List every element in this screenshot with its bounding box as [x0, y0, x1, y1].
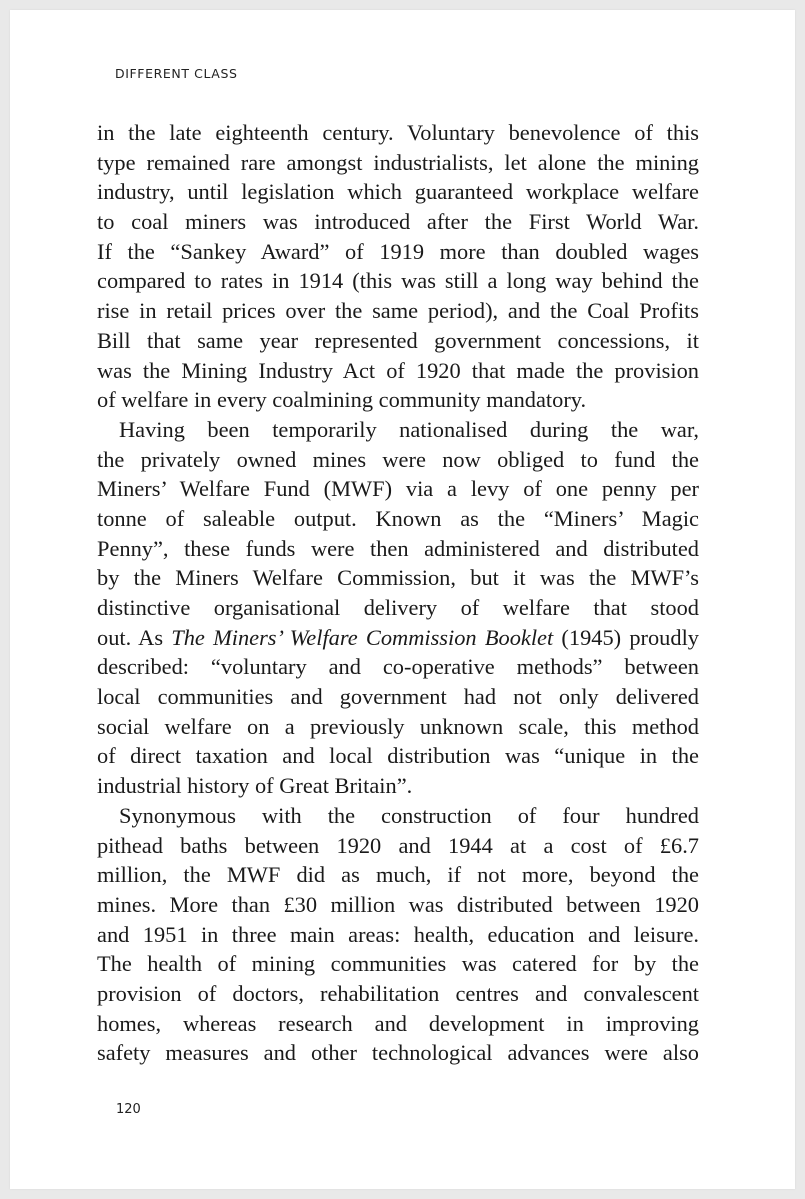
text-line: by the Miners Welfare Commission, but it was the MWF’s: [97, 565, 699, 591]
text-line: the privately owned mines were now obliged to fund the: [97, 446, 699, 472]
text-line: homes, whereas research and development in improving: [97, 1010, 699, 1036]
booklet-title: The Miners’ Welfare Commission Booklet: [171, 624, 554, 650]
text-line: rise in retail prices over the same period), and the Coal Profits: [97, 298, 699, 324]
text-line: pithead baths between 1920 and 1944 at a cost of £6.7: [97, 832, 699, 858]
text-line: to coal miners was introduced after the First World War.: [97, 209, 699, 235]
text-line: Penny”, these funds were then administered and distributed: [97, 535, 699, 561]
text-line: industrial history of Great Britain”.: [97, 773, 413, 799]
text-line-with-title: [97, 623, 699, 653]
page-number: 120: [116, 1102, 141, 1117]
text-line: Bill that same year represented government concessions, it: [97, 327, 699, 353]
text-line: compared to rates in 1914 (this was still a long way behind the: [97, 268, 699, 294]
text-line: in the late eighteenth century. Voluntary benevolence of this: [97, 120, 699, 145]
text-line: mines. More than £30 million was distributed between 1920: [97, 891, 699, 917]
text-line: was the Mining Industry Act of 1920 that made the provision: [97, 357, 699, 383]
text-line: and 1951 in three main areas: health, education and leisure.: [97, 921, 699, 947]
paragraph-3: [97, 801, 699, 1068]
text-line: tonne of saleable output. Known as the “Miners’ Magic: [97, 505, 699, 531]
text-line: million, the MWF did as much, if not more, beyond the: [97, 862, 699, 888]
text-line: of welfare in every coalmining community mandatory.: [97, 387, 587, 413]
text-line: Miners’ Welfare Fund (MWF) via a levy of one penny per: [97, 476, 699, 502]
text-line: described: “voluntary and co-operative methods” between: [97, 654, 699, 680]
text-line: social welfare on a previously unknown scale, this method: [97, 713, 699, 739]
body-text: [97, 118, 699, 1068]
text-fragment: out. As: [97, 624, 172, 650]
text-line: Having been temporarily nationalised during the war,: [119, 416, 699, 442]
text-line: provision of doctors, rehabilitation centres and convalescent: [97, 980, 699, 1006]
text-line: The health of mining communities was catered for by the: [97, 951, 699, 977]
running-head: DIFFERENT CLASS: [115, 66, 238, 81]
paragraph-2: [97, 415, 699, 801]
text-line: industry, until legislation which guaranteed workplace welfare: [97, 179, 699, 205]
text-line: local communities and government had not only delivered: [97, 684, 699, 710]
text-line: Synonymous with the construction of four hundred: [119, 802, 699, 828]
paragraph-1: [97, 118, 699, 415]
text-line: type remained rare amongst industrialists, let alone the mining: [97, 149, 699, 175]
text-line: of direct taxation and local distribution was “unique in the: [97, 743, 699, 769]
text-line: safety measures and other technological advances were also: [97, 1040, 699, 1066]
book-page: [10, 10, 795, 1189]
text-line: If the “Sankey Award” of 1919 more than doubled wages: [97, 238, 699, 264]
text-fragment: (1945) proudly: [553, 624, 699, 650]
text-line: distinctive organisational delivery of welfare that stood: [97, 595, 699, 620]
